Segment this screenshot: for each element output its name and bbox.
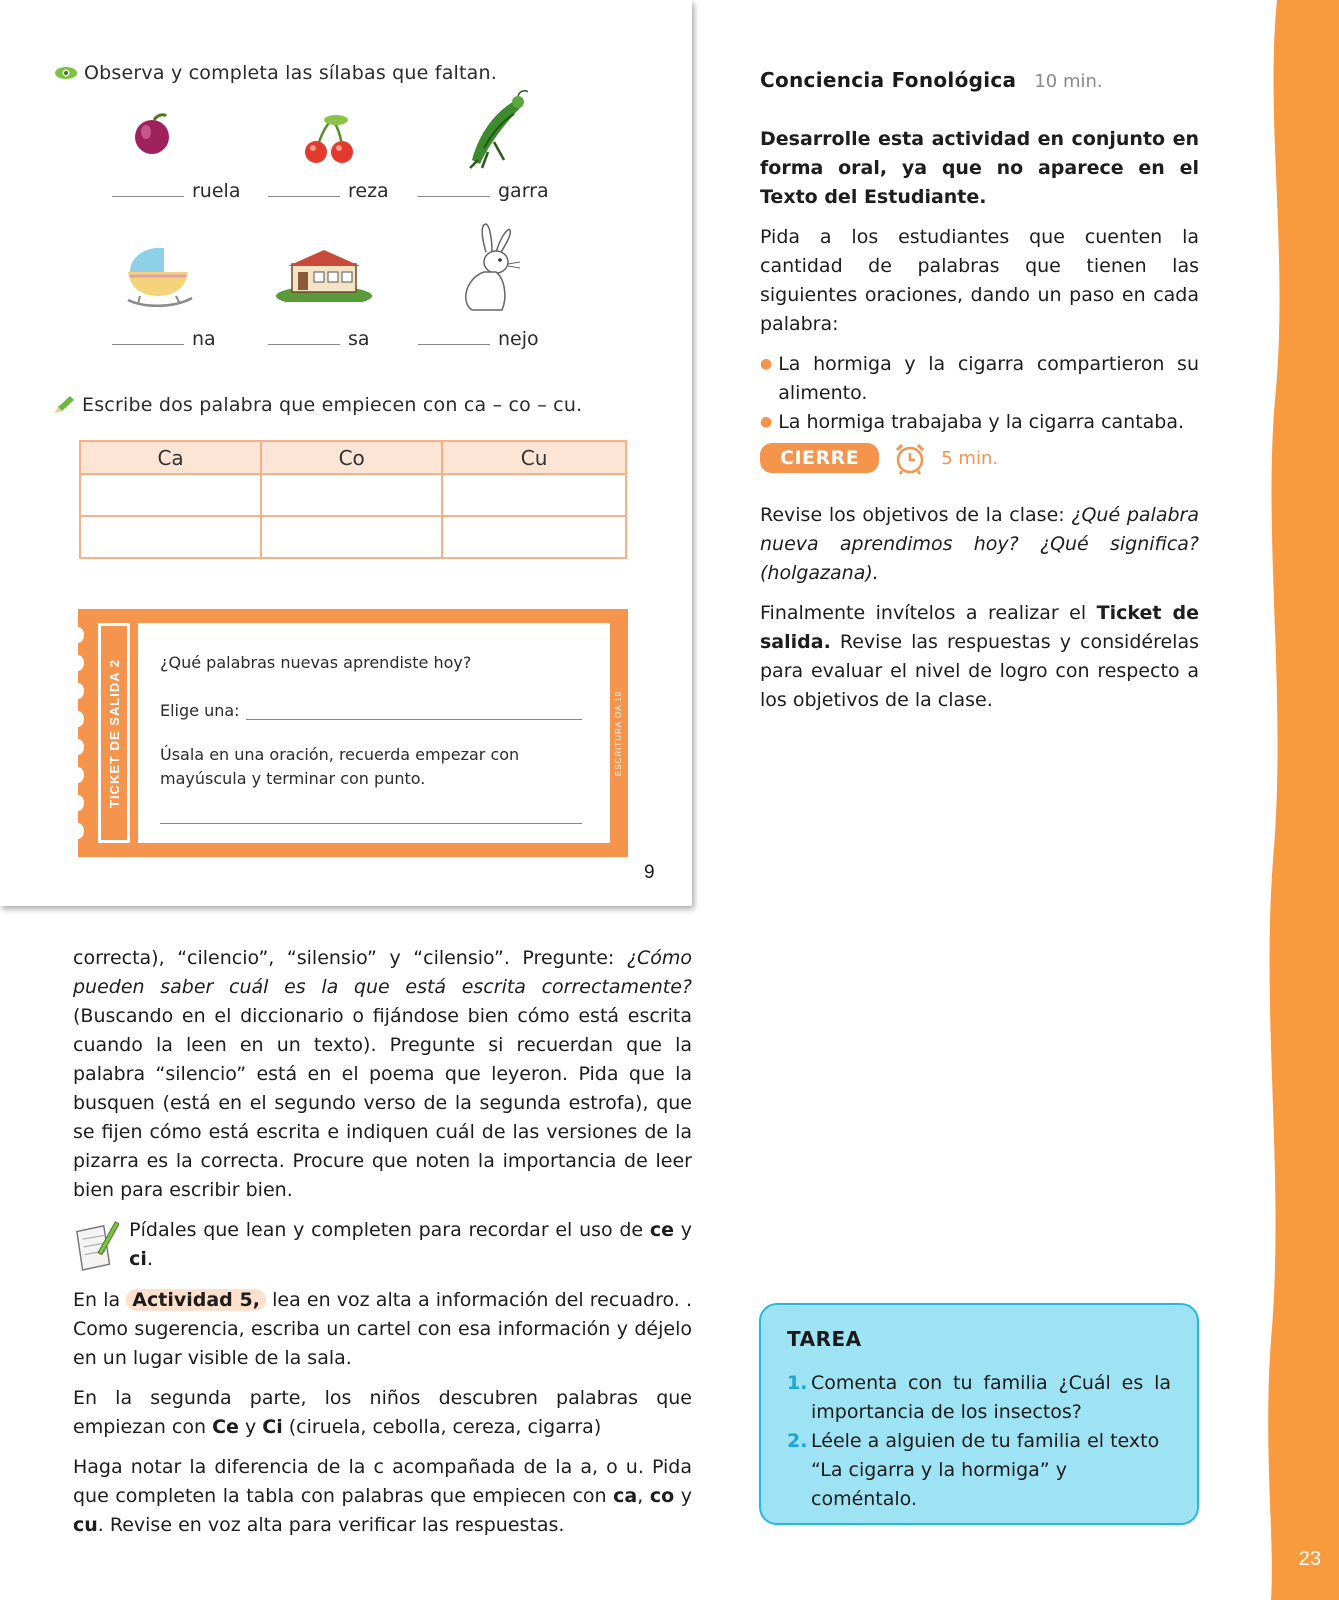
student-page-number: 9 bbox=[644, 862, 655, 883]
cierre-badge: CIERRE bbox=[760, 443, 879, 473]
exit-ticket bbox=[78, 609, 628, 857]
plum-picture bbox=[132, 112, 172, 156]
bullet-dot-icon: ● bbox=[760, 414, 773, 430]
orange-side-band bbox=[1261, 0, 1339, 1600]
tarea-item: 1. Comenta con tu familia ¿Cuál es la importancia de los insectos? bbox=[787, 1372, 1171, 1423]
bullet-item: ● La hormiga trabajaba y la cigarra cantaba. bbox=[760, 408, 1199, 437]
tarea-title: TAREA bbox=[787, 1327, 862, 1351]
instruction-observe: Observa y completa las sílabas que faltan. bbox=[54, 62, 497, 84]
table-header-ca: Ca bbox=[80, 441, 261, 474]
pencil-icon bbox=[52, 394, 76, 416]
table-cell bbox=[80, 516, 261, 558]
blank-reza: reza bbox=[268, 180, 389, 202]
alarm-clock-icon bbox=[893, 441, 927, 475]
heading-time: 10 min. bbox=[1034, 71, 1103, 92]
table-cell bbox=[442, 474, 626, 516]
blank-ruela: ruela bbox=[112, 180, 240, 202]
ticket-answer-line bbox=[160, 823, 582, 824]
table-row bbox=[80, 474, 626, 516]
ticket-side-label: TICKET DE SALIDA 2 bbox=[98, 623, 130, 843]
ca-co-cu-paragraph: Haga notar la diferencia de la c acompañada de la a, o u. Pida que completen la tabla con palabras que empiecen con ca, co y cu. Revise en voz alta para verificar las respuestas. bbox=[73, 1456, 692, 1536]
final-paragraph: Finalmente invítelos a realizar el Ticket de salida. Revise las respuestas y considérelas para evaluar el nivel de logro con respecto a los objetivos de la clase. bbox=[760, 602, 1199, 711]
ticket-use-line-2: mayúscula y terminar con punto. bbox=[160, 769, 426, 788]
notepad-pencil-icon bbox=[73, 1217, 119, 1273]
page-number: 23 bbox=[1298, 1548, 1321, 1570]
cradle-picture bbox=[124, 242, 196, 310]
ticket-choose-line bbox=[246, 719, 582, 720]
ticket-use-line-1: Úsala en una oración, recuerda empezar con bbox=[160, 745, 520, 764]
table-header-co: Co bbox=[261, 441, 442, 474]
tarea-list bbox=[787, 1369, 1171, 1514]
silencio-paragraph: correcta), “cilencio”, “silensio” y “cilensio”. Pregunte: ¿Cómo pueden saber cuál es la que está escrita correctamente? (Buscando en el diccionario o fijándose bien cómo está escrita cuando la leen en un texto). Pregunte si recuerdan que la palabra “silencio” está en el poema que leyeron. Pida que la busquen (está en el segundo verso de la segunda estrofa), que se fijen cómo está escrita e indiquen cuál de las versiones de la pizarra es la correcta. Procure que noten la importancia de leer bien para escribir bien. bbox=[73, 947, 692, 1201]
instruction-write: Escribe dos palabra que empiecen con ca – co – cu. bbox=[52, 394, 582, 416]
actividad-5-paragraph: En la Actividad 5, lea en voz alta a información del recuadro. . Como sugerencia, escriba un cartel con esa información y déjelo en un lugar visible de la sala. bbox=[73, 1289, 692, 1369]
section-heading-conciencia: Conciencia Fonológica 10 min. bbox=[760, 68, 1103, 92]
table-row bbox=[80, 516, 626, 558]
cierre-header bbox=[760, 441, 998, 475]
tarea-item: 2. Léele a alguien de tu familia el texto “La cigarra y la hormiga” y coméntalo. bbox=[787, 1430, 1160, 1510]
cierre-text bbox=[760, 501, 1199, 726]
ticket-body bbox=[138, 623, 610, 843]
left-column-text bbox=[73, 944, 692, 1551]
grasshopper-picture bbox=[464, 90, 528, 170]
ce-ci-paragraph: En la segunda parte, los niños descubren palabras que empiezan con Ce y Ci (ciruela, cebolla, cereza, cigarra) bbox=[73, 1387, 692, 1438]
table-cell bbox=[261, 474, 442, 516]
cierre-time: 5 min. bbox=[941, 447, 999, 469]
count-words-paragraph: Pida a los estudiantes que cuenten la cantidad de palabras que tienen las siguientes oraciones, dando un paso en cada palabra: bbox=[760, 226, 1199, 335]
eye-icon bbox=[54, 65, 78, 81]
blank-nejo: nejo bbox=[418, 328, 539, 350]
bullet-item: ● La hormiga y la cigarra compartieron su alimento. bbox=[760, 350, 1199, 408]
blank-sa: sa bbox=[268, 328, 370, 350]
blank-na: na bbox=[112, 328, 216, 350]
right-column-text bbox=[760, 125, 1199, 437]
bullet-dot-icon: ● bbox=[760, 356, 773, 372]
cherries-picture bbox=[296, 114, 362, 164]
ticket-right-label: ESCRITURA OA 18 bbox=[614, 690, 624, 776]
pencil-instruction: Pídales que lean y completen para recordar el uso de ce y ci. bbox=[73, 1216, 692, 1274]
rabbit-picture bbox=[452, 222, 528, 314]
revise-paragraph: Revise los objetivos de la clase: ¿Qué palabra nueva aprendimos hoy? ¿Qué significa? (holgazana). bbox=[760, 504, 1199, 584]
oral-activity-paragraph: Desarrolle esta actividad en conjunto en forma oral, ya que no aparece en el Texto del Estudiante. bbox=[760, 128, 1199, 208]
student-book-page bbox=[0, 0, 692, 906]
ticket-choose: Elige una: bbox=[160, 701, 240, 720]
ticket-question: ¿Qué palabras nuevas aprendiste hoy? bbox=[160, 653, 472, 672]
ca-co-cu-table bbox=[79, 440, 627, 559]
tarea-box bbox=[759, 1303, 1199, 1525]
blank-garra: garra bbox=[418, 180, 549, 202]
house-picture bbox=[274, 246, 374, 302]
table-cell bbox=[80, 474, 261, 516]
table-cell bbox=[261, 516, 442, 558]
table-cell bbox=[442, 516, 626, 558]
actividad-5-highlight: Actividad 5, bbox=[126, 1289, 266, 1311]
table-header-cu: Cu bbox=[442, 441, 626, 474]
